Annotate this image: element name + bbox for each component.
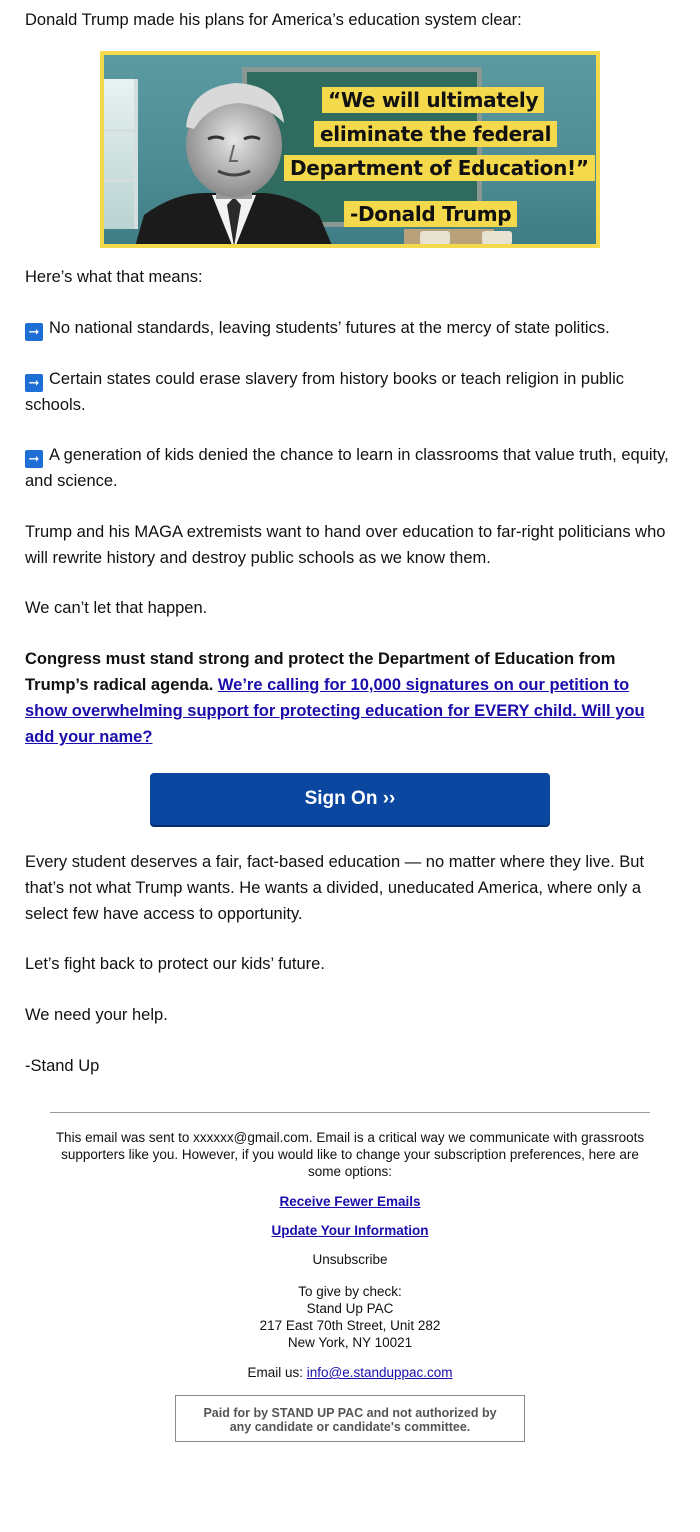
quote-banner-image xyxy=(100,51,600,248)
email-link[interactable]: info@e.standuppac.com xyxy=(306,1365,453,1380)
footer-divider xyxy=(50,1112,650,1113)
cant-let-paragraph: We can’t let that happen. xyxy=(25,599,208,617)
email-us-label: Email us: xyxy=(247,1365,303,1380)
maga-paragraph: Trump and his MAGA extremists want to hand over education to far-right politicians who will rewrite history and destroy public schools as we know them. xyxy=(25,523,666,567)
footer-notice: This email was sent to xxxxxx@gmail.com. Email is a critical way we communicate with grassroots supporters like you. However, if you would like to change your subscription preferences, here are some options: xyxy=(55,1130,645,1179)
bullet-item: ➞ Certain states could erase slavery from history books or teach religion in public schools. xyxy=(25,370,625,414)
petition-link[interactable]: We’re calling for 10,000 signatures on our petition to show overwhelming support for protecting education for EVERY child. Will you add your name? xyxy=(25,676,645,746)
quote-line-1: “We will ultimately xyxy=(322,87,544,113)
receive-fewer-emails-link[interactable]: Receive Fewer Emails xyxy=(279,1194,421,1209)
quote-line-2: eliminate the federal xyxy=(314,121,557,147)
disclaimer-line-1: Paid for by STAND UP PAC and not authorized by xyxy=(203,1406,497,1420)
cta-bold-text: Congress must stand strong and protect the Department of Education from Trump’s radical agenda. xyxy=(25,650,616,694)
check-label: To give by check: xyxy=(298,1284,402,1299)
street-address: 217 East 70th Street, Unit 282 xyxy=(259,1318,441,1333)
update-info-row xyxy=(50,1222,650,1239)
paid-for-disclaimer xyxy=(175,1395,525,1442)
unsubscribe-link[interactable]: Unsubscribe xyxy=(312,1252,388,1267)
email-us-row xyxy=(50,1364,650,1381)
update-information-link[interactable]: Update Your Information xyxy=(271,1223,429,1238)
disclaimer-line-2: any candidate or candidate's committee. xyxy=(229,1420,471,1434)
cta-paragraph xyxy=(25,646,675,750)
quote-attribution: -Donald Trump xyxy=(344,201,517,227)
signoff: -Stand Up xyxy=(25,1057,100,1075)
meaning-heading: Here’s what that means: xyxy=(25,268,203,286)
sign-on-button[interactable]: Sign On ›› xyxy=(150,773,550,825)
receive-fewer-row xyxy=(50,1193,650,1210)
bullet-item: ➞ A generation of kids denied the chance to learn in classrooms that value truth, equity, and science. xyxy=(25,446,669,490)
fight-back-paragraph: Let’s fight back to protect our kids’ future. xyxy=(25,955,325,973)
need-help-paragraph: We need your help. xyxy=(25,1006,168,1024)
right-arrow-icon: ➞ xyxy=(25,450,43,468)
city-address: New York, NY 10021 xyxy=(287,1335,413,1350)
right-arrow-icon: ➞ xyxy=(25,323,43,341)
classroom-window xyxy=(104,79,138,229)
right-arrow-icon: ➞ xyxy=(25,374,43,392)
bullet-item: ➞ No national standards, leaving students’ futures at the mercy of state politics. xyxy=(25,315,675,341)
org-name: Stand Up PAC xyxy=(306,1301,394,1316)
every-student-paragraph: Every student deserves a fair, fact-based education — no matter where they live. But that’s not what Trump wants. He wants a divided, uneducated America, where only a select few have access to opportunity. xyxy=(25,853,645,923)
intro-text: Donald Trump made his plans for America’s education system clear: xyxy=(25,11,522,29)
quote-line-3: Department of Education!” xyxy=(284,155,595,181)
